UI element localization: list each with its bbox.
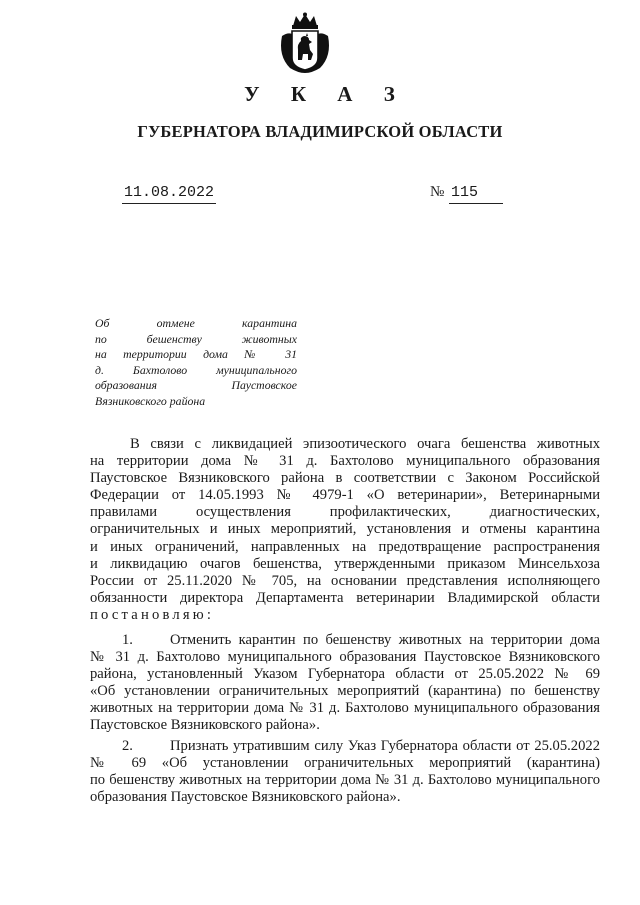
body-line: Паустовское Вязниковского района в соответствии с Законом Российской	[90, 470, 600, 487]
decree-number: 115	[449, 184, 503, 204]
subject-line: д. Бахтолово муниципального	[95, 362, 297, 377]
body-line: Признать утратившим силу Указ Губернатора области от 25.05.2022	[170, 738, 600, 754]
body-line: «Об установлении ограничительных мероприятий (карантина) по бешенству	[90, 683, 600, 700]
decree-subject	[95, 316, 297, 409]
subject-line: Вязниковского района	[95, 393, 206, 408]
document-subtitle: ГУБЕРНАТОРА ВЛАДИМИРСКОЙ ОБЛАСТИ	[137, 122, 503, 141]
document-title: У К А З	[244, 82, 408, 106]
item-2-number: 2.	[122, 738, 133, 754]
item-1-number: 1.	[122, 632, 133, 648]
body-line: В связи с ликвидацией эпизоотического очага бешенства животных	[130, 436, 600, 452]
body-line: района, установленный Указом Губернатора области от 25.05.2022 № 69	[90, 666, 600, 683]
body-line: № 31 д. Бахтолово муниципального образования Паустовское Вязниковского	[90, 649, 600, 666]
subject-line: по бешенству животных	[95, 331, 297, 346]
body-line: и ликвидацию очагов бешенства, утвержденными приказом Минсельхоза	[90, 555, 600, 572]
body-line: № 69 «Об установлении ограничительных мероприятий (карантина)	[90, 755, 600, 772]
body-line: ограничительных и иных мероприятий, установления и отмены карантина	[90, 521, 600, 538]
body-line: России от 25.11.2020 № 705, на основании представления исполняющего	[90, 572, 600, 589]
body-line: и иных ограничений, направленных на предотвращение распространения	[90, 538, 600, 555]
body-line: Федерации от 14.05.1993 № 4979-1 «О ветеринарии», Ветеринарными	[90, 487, 600, 504]
item-1-first-line	[90, 632, 600, 649]
body-line: по бешенству животных на территории дома № 31 д. Бахтолово муниципального	[90, 772, 600, 789]
body-line: на территории дома № 31 д. Бахтолово муниципального образования	[90, 453, 600, 470]
item-2-first-line	[90, 738, 600, 755]
coat-of-arms-icon	[276, 12, 334, 74]
body-line: Паустовское Вязниковского района».	[90, 717, 320, 734]
body-line: образования Паустовское Вязниковского района».	[90, 789, 401, 806]
decree-word: постановляю:	[90, 606, 215, 623]
subject-line: Об отмене карантина	[95, 316, 297, 330]
item-1-paragraph	[90, 632, 600, 735]
decree-date: 11.08.2022	[122, 184, 216, 204]
item-2-paragraph	[90, 738, 600, 806]
preamble-paragraph	[90, 436, 600, 624]
body-line: обязанности директора Департамента ветеринарии Владимирской области	[90, 589, 600, 606]
subject-line: образования Паустовское	[95, 378, 297, 392]
body-line: животных на территории дома № 31 д. Бахтолово муниципального образования	[90, 700, 600, 717]
subject-line: на территории дома № 31	[95, 347, 297, 361]
body-line: правилами осуществления профилактических, диагностических,	[90, 504, 600, 521]
body-line: Отменить карантин по бешенству животных на территории дома	[170, 632, 600, 648]
number-label: №	[430, 184, 445, 200]
